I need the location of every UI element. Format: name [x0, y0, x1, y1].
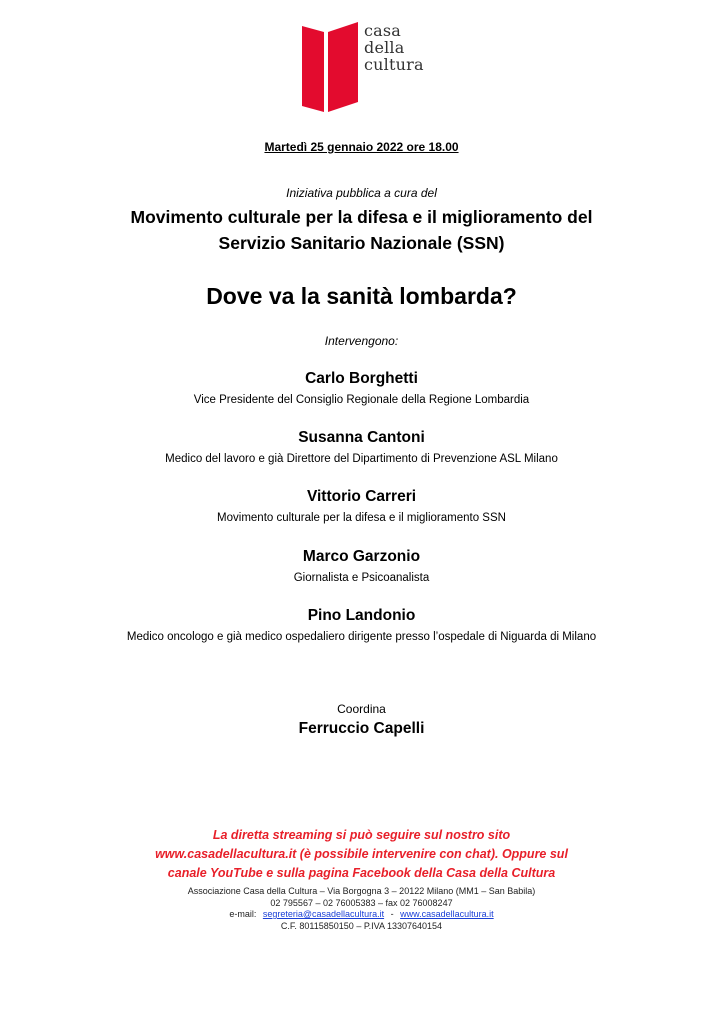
- organizer: [0, 204, 723, 256]
- notice-line-3: canale YouTube e sulla pagina Facebook della Casa della Cultura: [167, 866, 556, 880]
- logo-line-2: della: [364, 38, 405, 57]
- speaker-role: Vice Presidente del Consiglio Regionale della Regione Lombardia: [193, 394, 530, 406]
- logo-left-page: [302, 26, 324, 112]
- footer-email-label: e-mail:: [229, 909, 257, 919]
- casa-della-cultura-logo: [302, 22, 442, 114]
- footer-phones: 02 795567 – 02 76005383 – fax 02 76008247: [270, 897, 453, 908]
- event-date: Martedì 25 gennaio 2022 ore 18.00: [264, 140, 459, 154]
- footer-address: Associazione Casa della Cultura – Via Borgogna 3 – 20122 Milano (MM1 – San Babila): [187, 886, 536, 896]
- speakers-label: Intervengono:: [324, 334, 399, 348]
- speaker-role: Medico del lavoro e già Direttore del Dipartimento di Prevenzione ASL Milano: [165, 453, 558, 465]
- notice-line-2: www.casadellacultura.it (è possibile intervenire con chat). Oppure sul: [155, 847, 568, 861]
- event-intro: Iniziativa pubblica a cura del: [286, 186, 437, 200]
- logo-wordmark: [364, 22, 424, 73]
- event-title: Dove va la sanità lombarda?: [206, 283, 517, 309]
- logo-line-1: casa: [364, 21, 402, 40]
- logo-book-icon: [302, 22, 360, 114]
- footer-email-link[interactable]: segreteria@casadellacultura.it: [262, 909, 385, 919]
- footer-contacts: [0, 909, 723, 921]
- notice-line-1: La diretta streaming si può seguire sul nostro sito: [212, 828, 511, 842]
- organizer-line-1: Movimento culturale per la difesa e il miglioramento del: [130, 207, 593, 227]
- speaker-name: Marco Garzonio: [302, 548, 421, 565]
- speaker-name: Susanna Cantoni: [298, 429, 425, 446]
- speaker-name: Pino Landonio: [307, 607, 416, 624]
- footer: [0, 886, 723, 932]
- footer-separator: -: [390, 909, 394, 919]
- organizer-line-2: Servizio Sanitario Nazionale (SSN): [218, 233, 505, 253]
- footer-website-link[interactable]: www.casadellacultura.it: [400, 909, 494, 919]
- logo-right-page: [328, 22, 358, 112]
- coordinator-label: Coordina: [337, 702, 386, 716]
- coordinator-name: Ferruccio Capelli: [298, 720, 425, 737]
- speaker-name: Vittorio Carreri: [306, 488, 417, 505]
- footer-fiscal: C.F. 80115850150 – P.IVA 13307640154: [280, 920, 443, 931]
- speaker-role: Medico oncologo e già medico ospedaliero dirigente presso l’ospedale di Niguarda di Milano: [126, 631, 597, 643]
- streaming-notice: [0, 826, 723, 883]
- logo-line-3: cultura: [364, 55, 424, 74]
- speaker-role: Movimento culturale per la difesa e il miglioramento SSN: [217, 512, 506, 524]
- speaker-role: Giornalista e Psicoanalista: [293, 572, 430, 584]
- speaker-name: Carlo Borghetti: [305, 370, 418, 387]
